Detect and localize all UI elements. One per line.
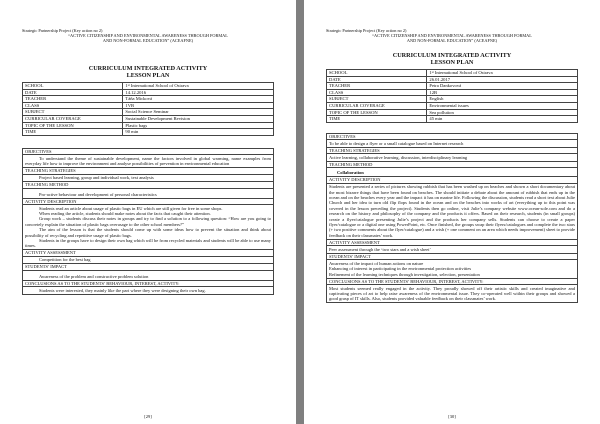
meta-label: SCHOOL <box>327 70 427 77</box>
meta-label: SUBJECT <box>327 96 427 103</box>
meta-row-class <box>23 102 274 109</box>
meta-value: 12B <box>427 89 578 96</box>
meta-value: 1st International School of Ostrava <box>123 83 274 90</box>
meta-value: 45 min <box>427 116 578 123</box>
project-line-1: Strategic Partnership Project (Key action no 2) <box>22 28 103 33</box>
section-body <box>23 205 273 250</box>
meta-row-time <box>23 129 274 136</box>
section-method <box>327 162 577 177</box>
section-body: Active learning, collaborative learning, discussion, interdisciplinary learning <box>327 154 577 162</box>
meta-row-date <box>23 89 274 96</box>
title-line-1: CURRICULUM INTEGRATED ACTIVITY <box>392 52 512 59</box>
meta-value: 90 min <box>123 129 274 136</box>
section-heading: OBJECTIVES <box>327 134 577 140</box>
section-body: Peer assessment through the ‘two stars and a wish sheet’ <box>327 246 577 254</box>
meta-label: TOPIC OF THE LESSON <box>23 122 123 129</box>
section-body: Competition for the best bag <box>23 257 273 265</box>
section-objectives <box>327 134 577 148</box>
section-assessment <box>327 240 577 254</box>
meta-label: DATE <box>327 76 427 83</box>
meta-label: CURRICULAR COVERAGE <box>23 115 123 122</box>
section-heading: ACTIVITY DESCRIPTION <box>327 177 577 183</box>
meta-row-subject <box>23 109 274 116</box>
meta-label: TOPIC OF THE LESSON <box>327 109 427 116</box>
lesson-meta-table <box>22 82 274 136</box>
title-line-1: CURRICULUM INTEGRATED ACTIVITY <box>88 65 208 72</box>
section-body <box>327 168 577 177</box>
lesson-sections <box>326 133 578 304</box>
section-heading: STUDENTS’ IMPACT <box>23 264 273 270</box>
meta-row-teacher <box>327 83 578 90</box>
section-heading: TEACHING STRATEGIES <box>327 148 577 154</box>
section-activity <box>327 177 577 240</box>
meta-value: 1VB <box>123 102 274 109</box>
section-impact <box>327 254 577 279</box>
project-line-3: AND NON-FORMAL EDUCATION” (ACEAFNE) <box>102 38 194 43</box>
meta-value: Social Science Seminar <box>123 109 274 116</box>
impact-line: Enhancing of interest in participating in the environmental protection activities <box>329 266 472 272</box>
title-line-2: LESSON PLAN <box>430 59 474 66</box>
activity-paragraph: Students read an article about usage of plastic bags in EU which are still given for free in some shops. <box>39 205 223 211</box>
meta-label: SCHOOL <box>23 83 123 90</box>
meta-row-coverage <box>23 115 274 122</box>
meta-value: Táňa Micková <box>123 96 274 103</box>
activity-paragraph: The aim of the lesson is that the students should come up with some ideas how to prevent the situation and think about possibility of recycling and repetitive usage of plastic bags. <box>25 227 271 238</box>
section-heading: ACTIVITY ASSESSMENT <box>327 240 577 246</box>
meta-row-class <box>327 89 578 96</box>
section-heading: CONCLUSIONS AS TO THE STUDENTS’ BEHAVIOUR, INTEREST, ACTIVITY: <box>327 279 577 285</box>
meta-row-topic <box>23 122 274 129</box>
method-value: Collaboration <box>337 170 364 176</box>
section-body: Project based learning, group and individual work, text analysis <box>23 175 273 183</box>
meta-label: CLASS <box>327 89 427 96</box>
section-method <box>23 182 273 198</box>
section-heading: TEACHING STRATEGIES <box>23 168 273 174</box>
project-line-2: “ACTIVE CITIZENSHIP AND ENVIRONMENTAL AWARENESS THROUGH FORMAL <box>68 33 228 38</box>
meta-label: CURRICULAR COVERAGE <box>327 102 427 109</box>
page-number: [29] <box>144 414 152 419</box>
title-line-2: LESSON PLAN <box>126 72 170 79</box>
section-impact <box>23 264 273 280</box>
project-line-2: “ACTIVE CITIZENSHIP AND ENVIRONMENTAL AWARENESS THROUGH FORMAL <box>372 33 532 38</box>
project-line-1: Strategic Partnership Project (Key action no 2) <box>326 28 407 33</box>
meta-label: TEACHER <box>327 83 427 90</box>
lesson-meta-table <box>326 69 578 123</box>
section-heading: ACTIVITY DESCRIPTION <box>23 199 273 205</box>
meta-row-teacher <box>23 96 274 103</box>
section-body: Students were interested, they mainly like the part where they were designing their own bag. <box>39 287 206 293</box>
meta-value: 14.12.2016 <box>123 89 274 96</box>
section-assessment <box>23 250 273 264</box>
meta-label: DATE <box>23 89 123 96</box>
activity-paragraph: Students in the groups have to design their own bag which will be from recycled materials and students will be able to use many times. <box>25 238 271 249</box>
meta-row-subject <box>327 96 578 103</box>
section-body: Students are presented a series of pictures showing rubbish that has been washed up on beaches and shown a short documentary about the most bizarre things that have been found on beaches. The should initiate a debate about the amount of rubbish that ends up in the ocean and on the beaches every year and the impact it has on marine life. Following the discussion, students read a short text about Julie Church and her idea to turn old flip flops found in the ocean and on the beaches into works of art (everything up to this point was covered in the lesson preceding the project). Students then go online, visit Julie’s company website www.ocean-sole.com and do a research on the history and philosophy of the company and the products it offers. Based on their research, students (in small groups) create a flyer/catalogue presenting Julie’s project and the products her company sells. Students can choose to create a paper flyer/catalogue or a digital one using PowerPoint, etc. Once finished, the groups swap their flyers/catalogues and complete the two stars (+ two positive comments about the flyer/catalogue) and a wish (+ one comment on an area which needs improvement) sheet to provide feedback on their classmates’ work. <box>329 184 575 238</box>
meta-value: Environmental issues <box>427 102 578 109</box>
page-number: [30] <box>448 414 456 419</box>
lesson-sections <box>22 148 274 295</box>
meta-label: TIME <box>327 116 427 123</box>
section-strategies <box>23 168 273 182</box>
section-body: To understand the theme of sustainable development, name the factors involved in global warming, name examples from everyday life how to improve the environment and analyse possibilities of prevention in environmental education <box>25 155 271 167</box>
meta-value: Sea pollution <box>427 109 578 116</box>
project-header <box>326 28 578 43</box>
section-heading: TEACHING METHOD <box>23 182 273 188</box>
section-heading: CONCLUSIONS AS TO THE STUDENTS’ BEHAVIOUR, INTEREST, ACTIVITY: <box>23 281 273 287</box>
meta-value: Sustainable Development Revision <box>123 115 274 122</box>
meta-row-date <box>327 76 578 83</box>
meta-value: 26.01.2017 <box>427 76 578 83</box>
section-heading: ACTIVITY ASSESSMENT <box>23 250 273 256</box>
lesson-plan-title <box>326 52 578 66</box>
section-body: Pro-active behaviour and development of personal characteristics <box>23 189 273 199</box>
meta-value: Petra Dankovová <box>427 83 578 90</box>
page-right <box>304 0 600 424</box>
meta-row-school <box>23 83 274 90</box>
section-strategies <box>327 148 577 162</box>
section-heading: TEACHING METHOD <box>327 162 577 168</box>
meta-row-topic <box>327 109 578 116</box>
section-body: Most students seemed really engaged in the activity. They proudly showed off their artistic skills and created imaginative and captivating pieces of art to help raise awareness of the environmental issue. They co-operated well within their groups and showed a good grasp of IT skills. Also, students provided valuable feedback on their classmates’ work. <box>329 285 575 302</box>
section-heading: STUDENTS’ IMPACT <box>327 254 577 260</box>
activity-paragraph: When reading the article, students should make notes about the facts that caught their attention. <box>39 210 211 216</box>
section-body: Awareness of the problem and constructive problem solution <box>23 271 273 281</box>
section-body <box>327 260 577 278</box>
meta-label: SUBJECT <box>23 109 123 116</box>
meta-row-school <box>327 70 578 77</box>
section-conclusions <box>23 281 273 294</box>
project-header <box>22 28 274 43</box>
section-activity <box>23 199 273 251</box>
activity-paragraph: Group work – students discuss their notes in groups and try to find a solution to a following question: “How are you going to concretely explain the situation of plastic bags overusage to the other school members?” <box>25 216 271 227</box>
impact-line: Awareness of the impact of human actions on nature <box>329 260 424 266</box>
meta-row-time <box>327 116 578 123</box>
impact-line: Refinement of the learning techniques through investigation, selection, presentation <box>329 271 480 277</box>
meta-value: English <box>427 96 578 103</box>
section-objectives <box>23 149 273 168</box>
meta-label: TIME <box>23 129 123 136</box>
section-body: To be able to design a flyer or a small catalogue based on Internet research <box>327 140 577 148</box>
meta-value: 1st International School of Ostrava <box>427 70 578 77</box>
meta-label: CLASS <box>23 102 123 109</box>
meta-row-coverage <box>327 102 578 109</box>
section-conclusions <box>327 279 577 303</box>
project-line-3: AND NON-FORMAL EDUCATION” (ACEAFNE) <box>406 38 498 43</box>
lesson-plan-title <box>22 65 274 79</box>
page-left <box>0 0 296 424</box>
meta-label: TEACHER <box>23 96 123 103</box>
meta-value: Plastic bags <box>123 122 274 129</box>
section-heading: OBJECTIVES <box>23 149 273 155</box>
